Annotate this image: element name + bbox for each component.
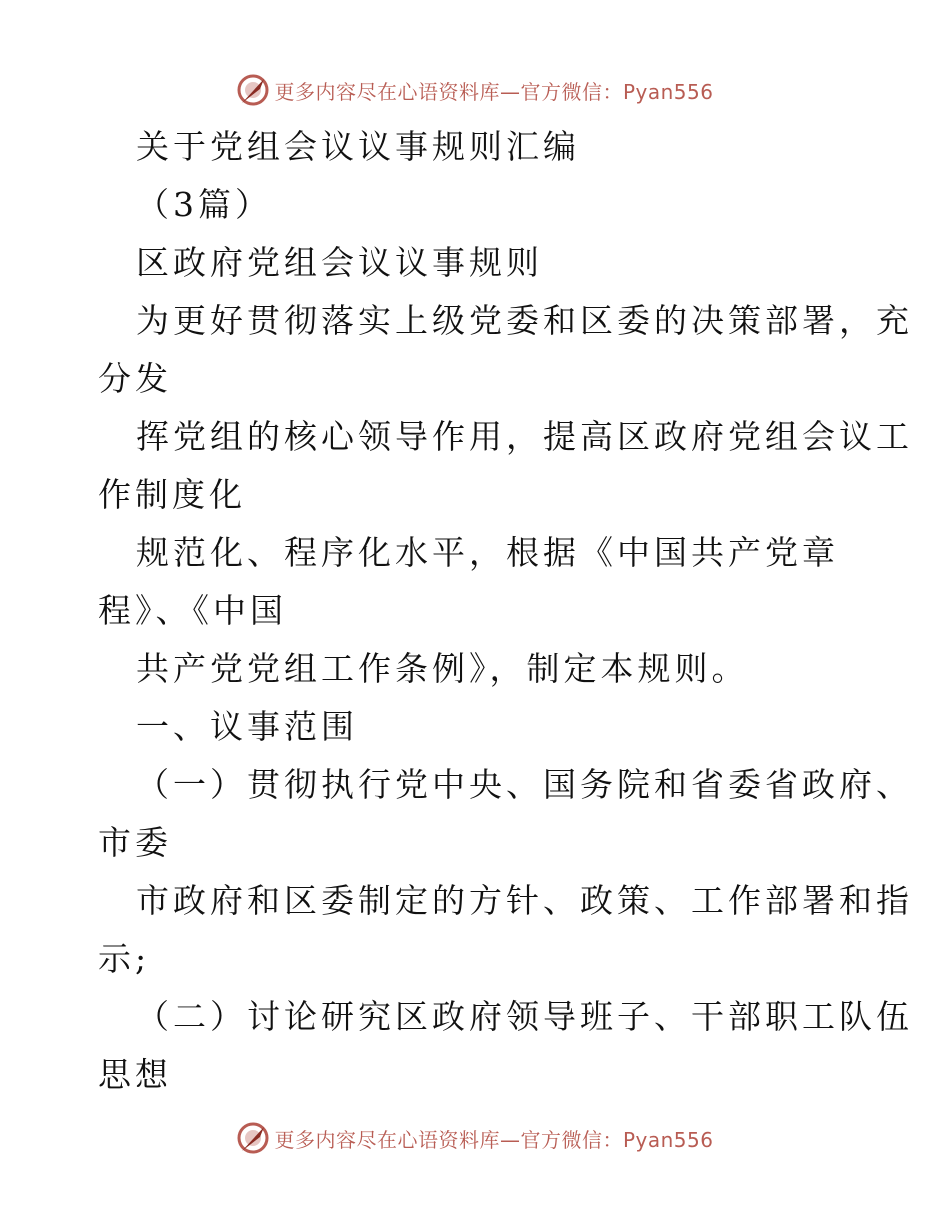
text-line: 分发 (98, 359, 172, 398)
text-line: 关于党组会议议事规则汇编 (136, 127, 580, 166)
text-line: 一、议事范围 (136, 707, 358, 746)
text-line: 挥党组的核心领导作用，提高区政府党组会议工 (136, 417, 913, 456)
text-line: 示; (98, 939, 151, 978)
text-line: 区政府党组会议议事规则 (136, 243, 543, 282)
text-line: 共产党党组工作条例》，制定本规则。 (136, 649, 749, 688)
text-line: 作制度化 (98, 475, 246, 514)
text-line: （二）讨论研究区政府领导班子、干部职工队伍 (136, 997, 913, 1036)
text-line: 市委 (98, 823, 172, 862)
watermark-text: 更多内容尽在心语资料库—官方微信：Pyan556 (274, 1127, 714, 1152)
watermark-text: 更多内容尽在心语资料库—官方微信：Pyan556 (274, 79, 714, 104)
text-line: （一）贯彻执行党中央、国务院和省委省政府、 (136, 765, 913, 804)
quill-logo-icon (236, 1121, 270, 1155)
text-line: （3篇） (136, 185, 272, 224)
watermark-footer (0, 1118, 950, 1158)
quill-logo-icon (236, 73, 270, 107)
watermark-header (0, 70, 950, 110)
text-line: 程》、《中国 (98, 591, 287, 630)
document-body (98, 118, 913, 1104)
text-line: 思想 (98, 1055, 172, 1094)
text-line: 为更好贯彻落实上级党委和区委的决策部署，充 (136, 301, 913, 340)
text-line: 规范化、程序化水平，根据《中国共产党章 (136, 533, 839, 572)
text-line: 市政府和区委制定的方针、政策、工作部署和指 (136, 881, 913, 920)
